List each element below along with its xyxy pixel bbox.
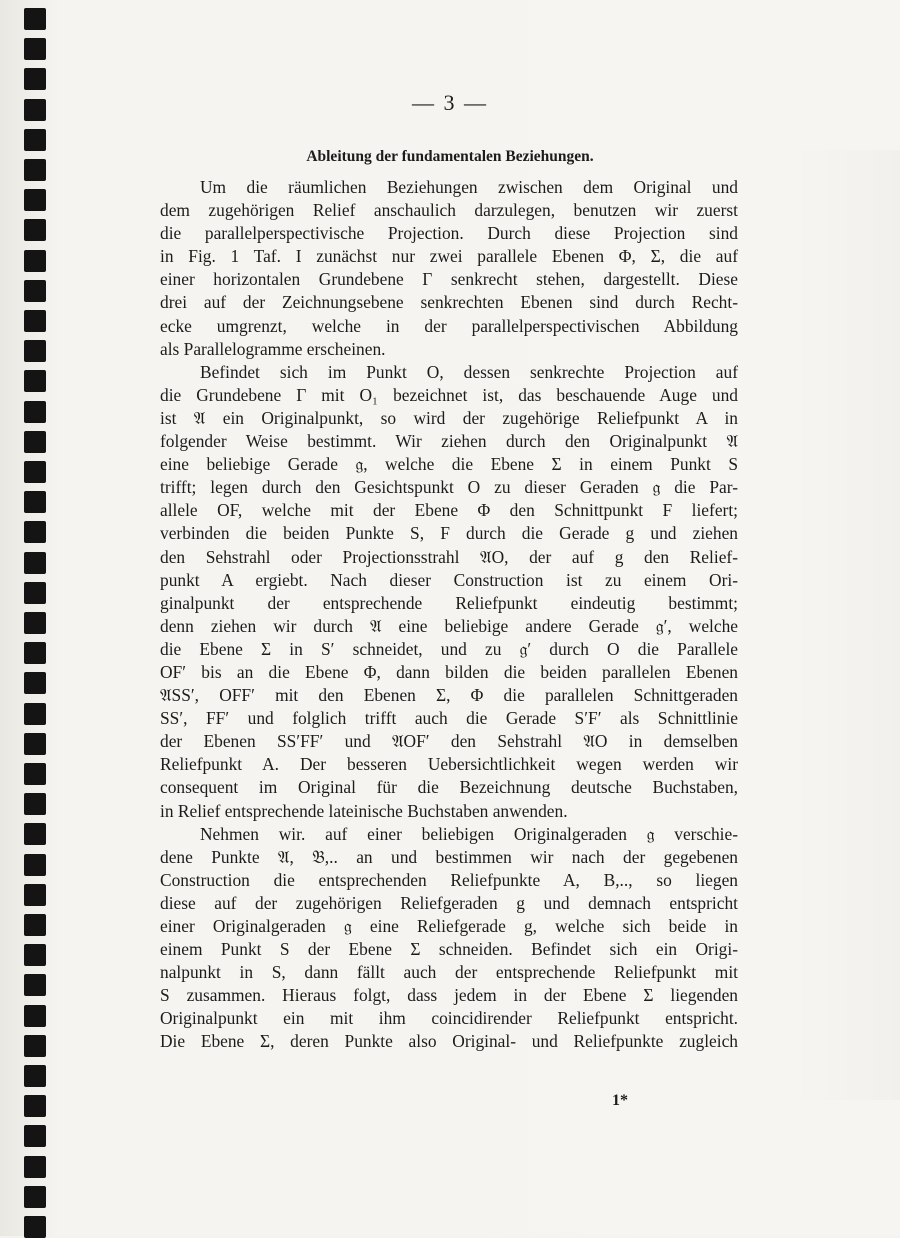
binding-hole: [24, 38, 46, 60]
spiral-binding: [0, 0, 60, 1236]
text-line: denn ziehen wir durch 𝔄 eine beliebige andere Gerade 𝔤′, welche: [160, 615, 738, 636]
binding-hole: [24, 612, 46, 634]
binding-hole: [24, 401, 46, 423]
binding-hole: [24, 521, 46, 543]
binding-hole: [24, 1186, 46, 1208]
binding-hole: [24, 1216, 46, 1238]
text-line: Um die räumlichen Beziehungen zwischen dem Original und: [200, 177, 738, 197]
binding-hole: [24, 8, 46, 30]
text-line: einem Punkt S der Ebene Σ schneiden. Befindet sich ein Origi-: [160, 939, 738, 960]
text-line: die parallelperspectivische Projection. Durch diese Projection sind: [160, 223, 738, 244]
binding-hole: [24, 642, 46, 664]
binding-hole: [24, 431, 46, 453]
text-line: ecke umgrenzt, welche in der parallelperspectivischen Abbildung: [160, 315, 738, 336]
text-line: Reliefpunkt A. Der besseren Uebersichtlichkeit wegen werden wir: [160, 754, 738, 775]
binding-hole: [24, 250, 46, 272]
text-line: ist 𝔄 ein Originalpunkt, so wird der zugehörige Reliefpunkt A in: [160, 407, 738, 428]
binding-hole: [24, 310, 46, 332]
body-text: [160, 176, 738, 1054]
text-line: drei auf der Zeichnungsebene senkrechten Ebenen sind durch Recht-: [160, 292, 738, 313]
binding-hole: [24, 1035, 46, 1057]
text-line: eine beliebige Gerade 𝔤, welche die Ebene Σ in einem Punkt S: [160, 454, 738, 475]
binding-hole: [24, 280, 46, 302]
binding-hole: [24, 672, 46, 694]
text-line: die Ebene Σ in S′ schneidet, und zu 𝔤′ durch O die Parallele: [160, 638, 738, 659]
text-line: in Relief entsprechende lateinische Buchstaben anwenden.: [160, 800, 568, 821]
binding-hole: [24, 1065, 46, 1087]
binding-hole: [24, 159, 46, 181]
text-line: einer horizontalen Grundebene Γ senkrecht stehen, dargestellt. Diese: [160, 269, 738, 290]
text-line: punkt A ergiebt. Nach dieser Construction ist zu einem Ori-: [160, 569, 738, 590]
text-line: die Grundebene Γ mit O₁ bezeichnet ist, das beschauende Auge und: [160, 384, 738, 405]
binding-hole: [24, 340, 46, 362]
binding-hole: [24, 1125, 46, 1147]
text-line: trifft; legen durch den Gesichtspunkt O zu dieser Geraden 𝔤 die Par-: [160, 477, 738, 498]
binding-hole: [24, 823, 46, 845]
text-line: folgender Weise bestimmt. Wir ziehen durch den Originalpunkt 𝔄: [160, 431, 738, 452]
text-line: dem zugehörigen Relief anschaulich darzulegen, benutzen wir zuerst: [160, 200, 738, 221]
binding-hole: [24, 884, 46, 906]
text-line: in Fig. 1 Taf. I zunächst nur zwei parallele Ebenen Φ, Σ, die auf: [160, 246, 738, 267]
binding-hole: [24, 793, 46, 815]
binding-hole: [24, 370, 46, 392]
text-line: als Parallelogramme erscheinen.: [160, 338, 386, 359]
binding-hole: [24, 1095, 46, 1117]
page-number: — 3 —: [412, 90, 488, 115]
text-line: diese auf der zugehörigen Reliefgeraden g und demnach entspricht: [160, 892, 738, 913]
binding-hole: [24, 944, 46, 966]
text-line: einer Originalgeraden 𝔤 eine Reliefgerade g, welche sich beide in: [160, 916, 738, 936]
binding-hole: [24, 703, 46, 725]
binding-hole: [24, 461, 46, 483]
text-line: 𝔄SS′, OFF′ mit den Ebenen Σ, Φ die parallelen Schnittgeraden: [160, 685, 738, 706]
text-line: Befindet sich im Punkt O, dessen senkrechte Projection auf: [200, 361, 738, 382]
text-line: nalpunkt in S, dann fällt auch der entsprechende Reliefpunkt mit: [160, 962, 738, 983]
text-line: Originalpunkt ein mit ihm coincidirender Reliefpunkt entspricht.: [160, 1008, 738, 1029]
text-line: verbinden die beiden Punkte S, F durch die Gerade g und ziehen: [160, 523, 738, 544]
binding-hole: [24, 129, 46, 151]
text-line: consequent im Original für die Bezeichnung deutsche Buchstaben,: [160, 777, 738, 798]
text-line: S zusammen. Hieraus folgt, dass jedem in der Ebene Σ liegenden: [160, 985, 738, 1006]
binding-hole: [24, 974, 46, 996]
text-line: OF′ bis an die Ebene Φ, dann bilden die beiden parallelen Ebenen: [160, 661, 738, 682]
text-line: den Sehstrahl oder Projectionsstrahl 𝔄O, der auf g den Relief-: [160, 546, 738, 567]
signature-mark: 1*: [612, 1092, 628, 1109]
binding-hole: [24, 1156, 46, 1178]
show-through-shadow: [790, 150, 900, 1100]
binding-hole: [24, 68, 46, 90]
binding-hole: [24, 219, 46, 241]
binding-hole: [24, 491, 46, 513]
binding-hole: [24, 1005, 46, 1027]
binding-hole: [24, 582, 46, 604]
binding-hole: [24, 552, 46, 574]
binding-hole: [24, 914, 46, 936]
text-line: der Ebenen SS′FF′ und 𝔄OF′ den Sehstrahl 𝔄O in demselben: [160, 731, 738, 752]
binding-hole: [24, 854, 46, 876]
text-line: allele OF, welche mit der Ebene Φ den Schnittpunkt F liefert;: [160, 500, 738, 521]
binding-hole: [24, 189, 46, 211]
section-heading: Ableitung der fundamentalen Beziehungen.: [306, 148, 594, 165]
text-line: Die Ebene Σ, deren Punkte also Original- und Reliefpunkte zugleich: [160, 1031, 738, 1052]
text-line: ginalpunkt der entsprechende Reliefpunkt eindeutig bestimmt;: [160, 592, 738, 613]
text-line: Nehmen wir. auf einer beliebigen Originalgeraden 𝔤 verschie-: [200, 823, 738, 844]
binding-hole: [24, 733, 46, 755]
binding-hole: [24, 763, 46, 785]
text-line: SS′, FF′ und folglich trifft auch die Gerade S′F′ als Schnittlinie: [160, 708, 738, 729]
text-line: dene Punkte 𝔄, 𝔅,.. an und bestimmen wir nach der gegebenen: [160, 846, 738, 867]
text-line: Construction die entsprechenden Reliefpunkte A, B,.., so liegen: [160, 869, 738, 890]
